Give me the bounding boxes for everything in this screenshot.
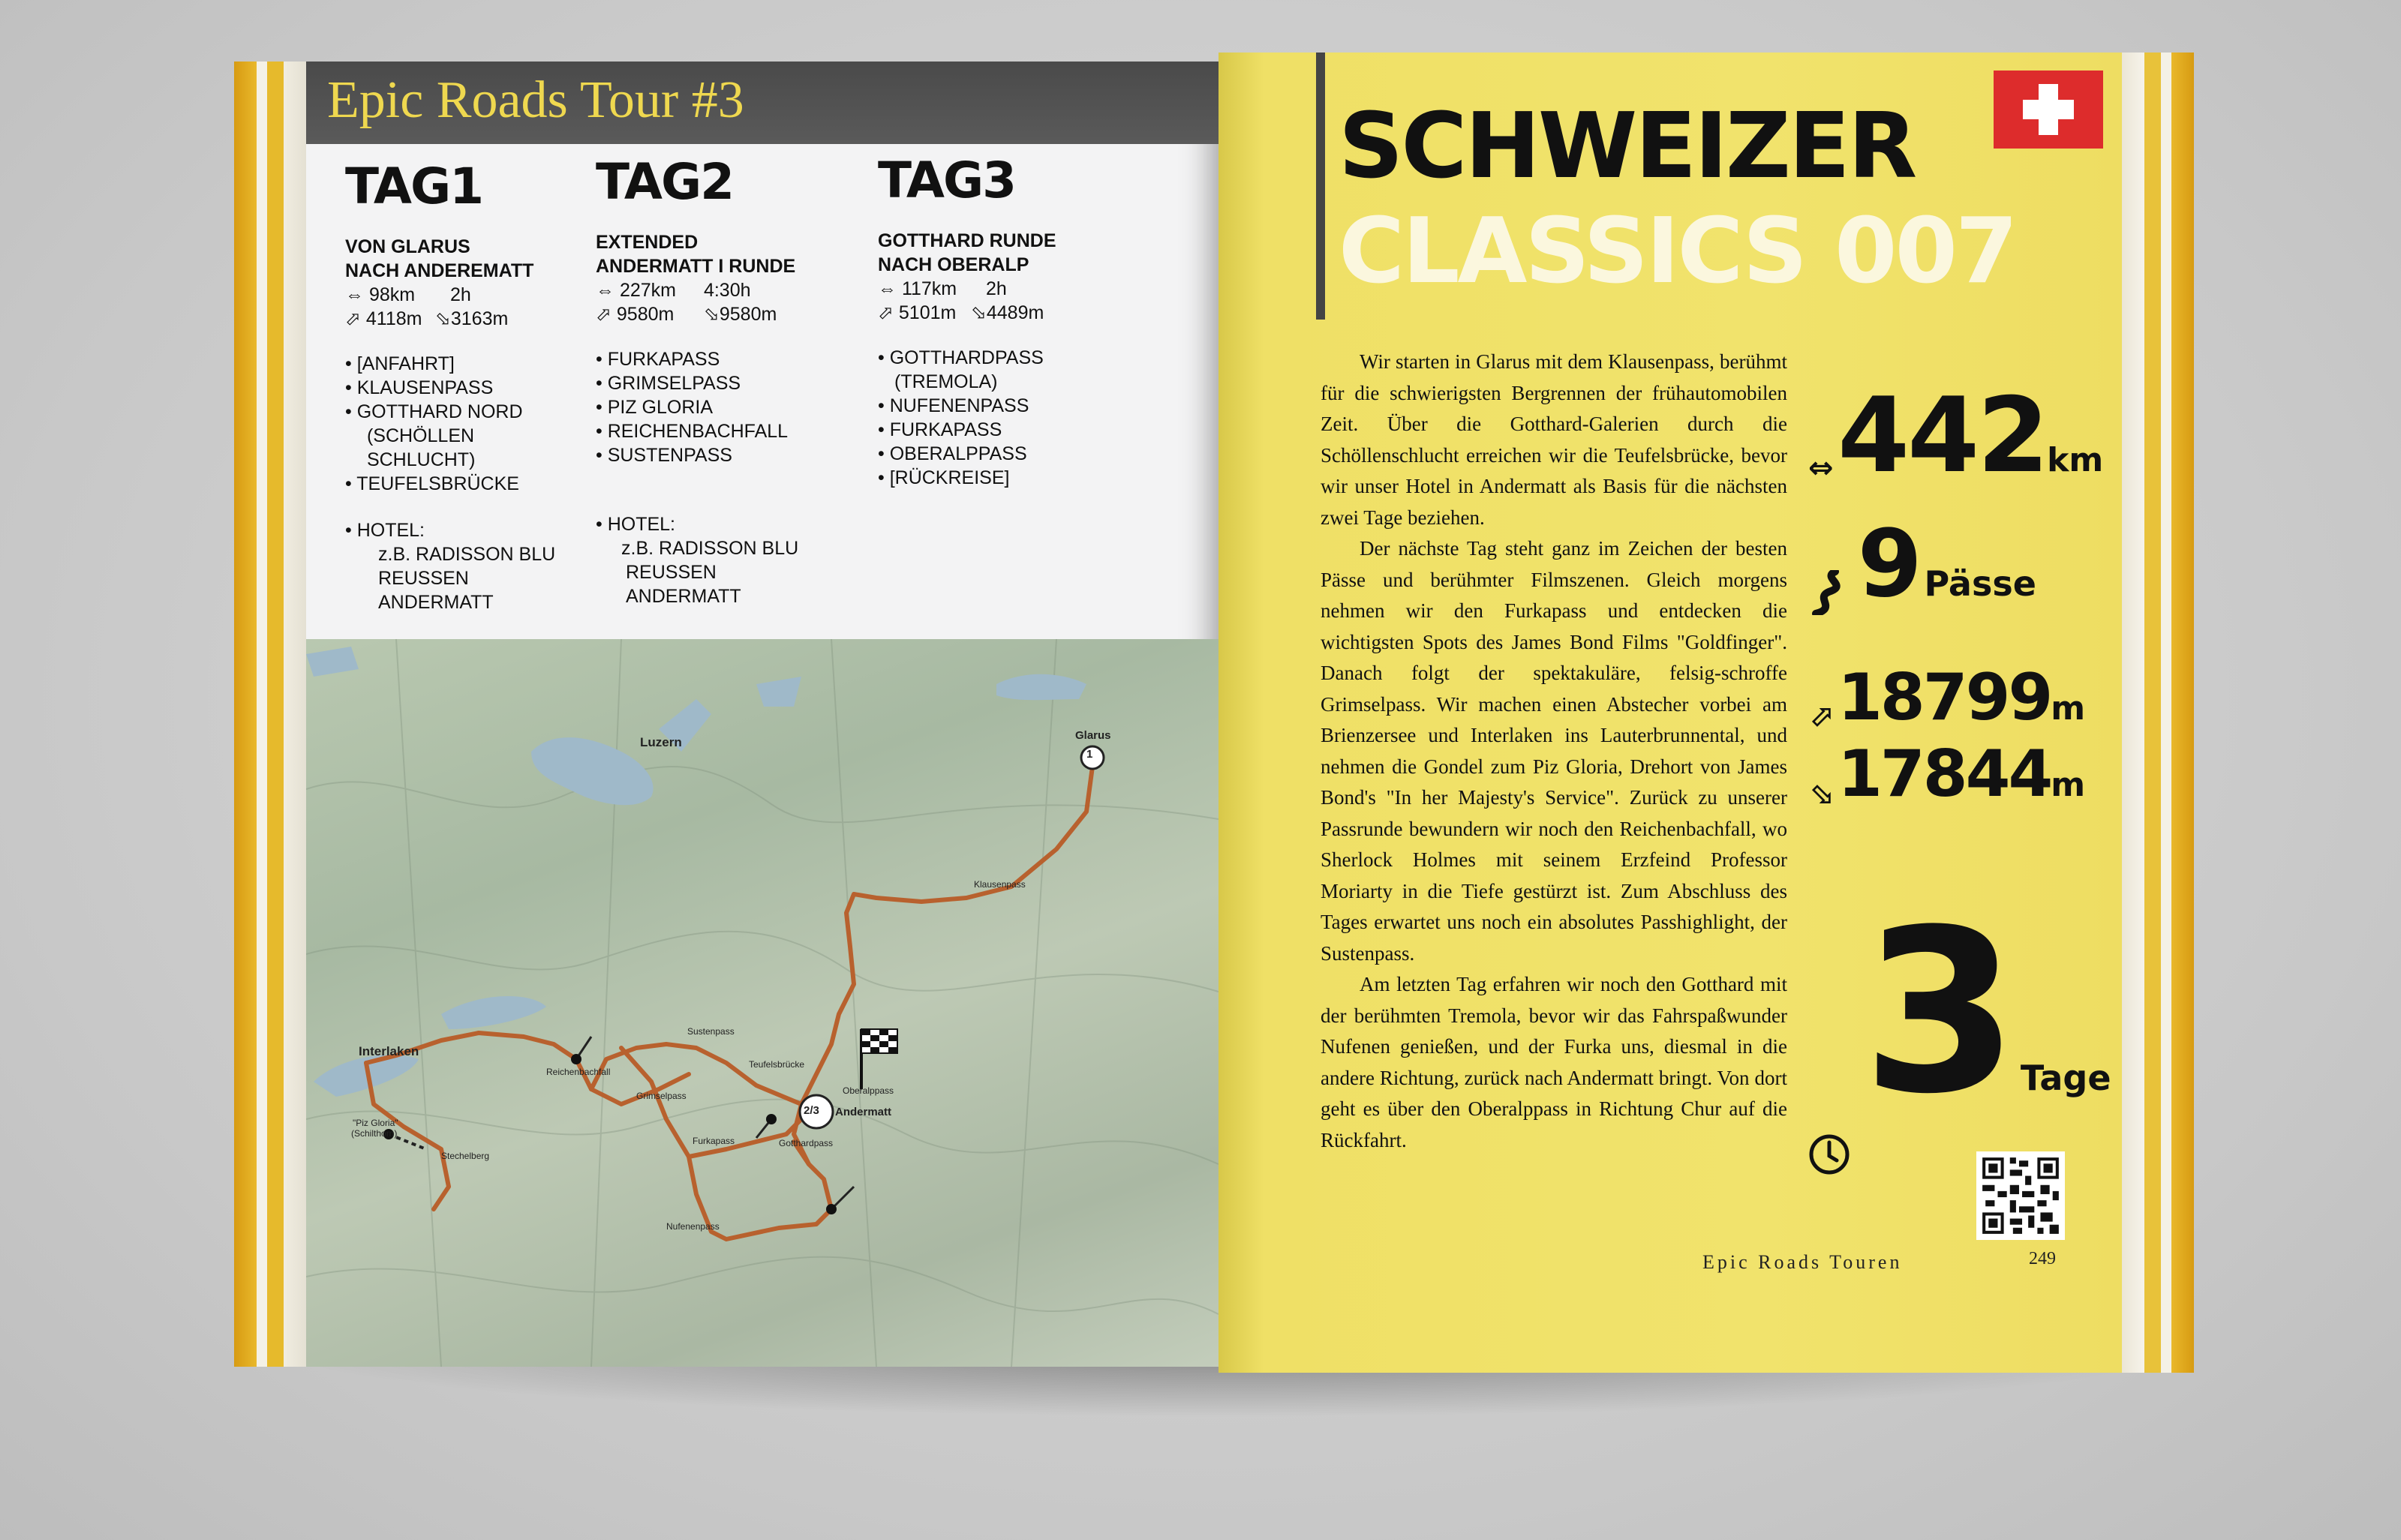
page-title-line2: CLASSICS 007 bbox=[1339, 200, 2016, 304]
list-item: • KLAUSENPASS bbox=[345, 377, 494, 398]
map-label-nufenenpass: Nufenenpass bbox=[666, 1221, 720, 1232]
hotel-info: • HOTEL: z.B. RADISSON BLU REUSSEN ANDERMATT bbox=[345, 520, 556, 613]
day-ascent: 9580m bbox=[616, 304, 675, 325]
list-item: • [ANFAHRT] bbox=[345, 353, 455, 374]
marker-1: 1 bbox=[1086, 748, 1093, 761]
descent-arrow-icon: ⬂ bbox=[970, 302, 987, 323]
page-edge bbox=[284, 62, 306, 1367]
day-distance: 98km bbox=[368, 284, 416, 305]
paragraph: Wir starten in Glarus mit dem Klausenpass, berühmt für die schwierigsten Bergrennen der frühautomobilen Zeit. Über die Gotthard-Galerien durch die Schöllenschlucht erreichen wir die Teufelsbrücke, bevor wir unser Hotel in Andermatt als Basis für die nächsten zwei Tage beziehen. bbox=[1321, 350, 1787, 529]
stat-unit: Pässe bbox=[1924, 563, 2036, 604]
ascent-arrow-icon: ⬀ bbox=[878, 302, 894, 323]
page-edge bbox=[2171, 53, 2194, 1373]
stat-unit: m bbox=[2051, 766, 2086, 804]
list-item: (TREMOLA) bbox=[894, 371, 998, 392]
page-edge bbox=[257, 62, 267, 1367]
list-item: • FURKAPASS bbox=[878, 419, 1002, 440]
day-duration: 2h bbox=[985, 278, 1007, 299]
day-stats bbox=[596, 278, 836, 326]
page-edge bbox=[2144, 53, 2161, 1373]
list-item: • FURKAPASS bbox=[596, 349, 720, 370]
map-label-gotthardpass: Gotthardpass bbox=[779, 1138, 834, 1148]
map-label-sustenpass: Sustenpass bbox=[687, 1026, 735, 1037]
stat-days bbox=[1808, 881, 2111, 1175]
hotel-info: • HOTEL: z.B. RADISSON BLU REUSSEN ANDERMATT bbox=[596, 514, 799, 607]
paragraph: Der nächste Tag steht ganz im Zeichen der besten Pässe und berühmter Filmszenen. Gleich morgens nehmen wir den Furkapass und entdecken die wichtigsten Spots des James Bond Films "Goldfinger". Danach folgt der spektakuläre, felsig-schroffe Grimselpass. Wir machen einen Abstecher vorbei am Brienzersee und Interlaken ins Lauterbrunnental, und nehmen die Gondel zum Piz Gloria, Drehort von James Bond's "In her Majesty's Service". Zurück zu unserer Passrunde bewundern wir noch den Reichenbachfall, wo Sherlock Holmes mit seinem Erzfeind Professor Moriarty in die Tiefe gestürzt ist. Zum Abschluss des Tages erwartet uns noch ein absolutes Passhighlight, der Sustenpass. bbox=[1321, 537, 1787, 965]
stat-descent bbox=[1808, 737, 2085, 812]
map-label-piz-gloria: "Piz Gloria" bbox=[353, 1118, 398, 1128]
winding-road-icon bbox=[1808, 570, 1846, 615]
stat-ascent bbox=[1808, 660, 2085, 735]
map-label-glarus: Glarus bbox=[1075, 729, 1111, 742]
day-stats bbox=[345, 283, 585, 331]
map-label-teufelsbruecke: Teufelsbrücke bbox=[749, 1059, 805, 1070]
stat-passes bbox=[1808, 510, 2036, 618]
map-label-grimselpass: Grimselpass bbox=[636, 1091, 687, 1101]
list-item: • NUFENENPASS bbox=[878, 395, 1029, 416]
subtitle-line: GOTTHARD RUNDE bbox=[878, 230, 1056, 251]
map-label-luzern: Luzern bbox=[640, 735, 682, 749]
map-label-oberalppass: Oberalppass bbox=[843, 1085, 894, 1096]
map-label-andermatt: Andermatt bbox=[835, 1106, 892, 1118]
ascent-arrow-icon: ⬀ bbox=[345, 308, 361, 329]
map-label-klausenpass: Klausenpass bbox=[974, 879, 1026, 890]
day-ascent: 4118m bbox=[365, 308, 422, 329]
banner-title: Epic Roads Tour #3 bbox=[327, 71, 744, 129]
map-label-furkapass: Furkapass bbox=[693, 1136, 735, 1146]
list-item: • TEUFELSBRÜCKE bbox=[345, 473, 519, 494]
page-edge bbox=[234, 62, 257, 1367]
list-item: • PIZ GLORIA bbox=[596, 397, 714, 418]
list-item: • GRIMSELPASS bbox=[596, 373, 741, 394]
left-sheet bbox=[306, 62, 1219, 1367]
stat-unit: km bbox=[2047, 441, 2104, 479]
day-distance: 117km bbox=[901, 278, 957, 299]
tour-banner bbox=[306, 62, 1219, 144]
day-column-2 bbox=[596, 153, 836, 608]
map-label-stechelberg: Stechelberg bbox=[441, 1151, 490, 1161]
descent-arrow-icon: ⬂ bbox=[434, 308, 451, 329]
swiss-flag-icon bbox=[1994, 71, 2103, 149]
stat-value: 9 bbox=[1857, 510, 1920, 618]
list-item: • GOTTHARD NORD bbox=[345, 401, 523, 422]
route-map bbox=[306, 639, 1219, 1367]
map-graphic bbox=[306, 639, 1219, 1367]
footer-title: Epic Roads Touren bbox=[1702, 1251, 1903, 1273]
page-edge bbox=[2122, 53, 2144, 1373]
day-title: TAG2 bbox=[596, 153, 734, 211]
day-stop-list bbox=[878, 346, 1118, 490]
list-item: • [RÜCKREISE] bbox=[878, 467, 1010, 488]
day-descent: 4489m bbox=[986, 302, 1044, 323]
stat-value: 3 bbox=[1862, 881, 2017, 1143]
day-column-3 bbox=[878, 152, 1118, 490]
right-sheet bbox=[1219, 53, 2122, 1373]
distance-arrows-icon: ⇔ bbox=[345, 284, 364, 305]
day-descent: 3163m bbox=[450, 308, 509, 329]
descent-arrow-icon: ⬂ bbox=[703, 304, 720, 325]
day-subtitle bbox=[345, 235, 585, 283]
clock-icon bbox=[1808, 1133, 1850, 1175]
paragraph: Am letzten Tag erfahren wir noch den Gotthard mit der berühmten Tremola, bevor wir das Fahrspaßwunder Nufenen genießen, und der Furka uns, diesmal in die andere Richtung, zurück nach Andermatt bringt. Von dort geht es über den Oberalppass in Richtung Chur auf die Rückfahrt. bbox=[1321, 973, 1787, 1151]
day-column-1 bbox=[345, 158, 585, 614]
map-label-reichenbachfall: Reichenbachfall bbox=[546, 1067, 611, 1077]
finish-flag-icon bbox=[861, 1029, 897, 1089]
day-title: TAG3 bbox=[878, 152, 1016, 209]
subtitle-line: NACH OBERALP bbox=[878, 254, 1029, 275]
ascent-arrow-icon: ⬀ bbox=[1808, 698, 1834, 734]
day-descent: 9580m bbox=[719, 304, 777, 325]
page-edge bbox=[2161, 53, 2171, 1373]
stat-value: 442 bbox=[1838, 375, 2048, 496]
subtitle-line: ANDERMATT I RUNDE bbox=[596, 256, 796, 277]
page-title-line1: SCHWEIZER bbox=[1339, 95, 1916, 199]
stat-distance bbox=[1808, 375, 2103, 496]
distance-arrows-icon: ⇔ bbox=[1808, 450, 1834, 485]
map-label-interlaken: Interlaken bbox=[359, 1044, 419, 1058]
qr-code-icon[interactable] bbox=[1976, 1151, 2065, 1240]
day-subtitle bbox=[596, 230, 836, 278]
distance-arrows-icon: ⇔ bbox=[596, 280, 615, 301]
day-stop-list bbox=[345, 352, 585, 496]
day-stats bbox=[878, 277, 1118, 325]
subtitle-line: EXTENDED bbox=[596, 232, 699, 253]
day-stop-list bbox=[596, 347, 836, 467]
page-number: 249 bbox=[2029, 1249, 2056, 1268]
map-label-schilthorn: (Schilthorn) bbox=[351, 1128, 398, 1139]
right-page bbox=[1219, 53, 2194, 1373]
tour-description bbox=[1321, 347, 1787, 1156]
list-item: (SCHÖLLEN bbox=[366, 425, 475, 446]
distance-arrows-icon: ⇔ bbox=[878, 278, 897, 299]
list-item: • SUSTENPASS bbox=[596, 445, 732, 466]
stat-unit: m bbox=[2051, 689, 2086, 728]
day-subtitle bbox=[878, 229, 1118, 277]
stat-value: 18799 bbox=[1838, 660, 2051, 735]
marker-2-3: 2/3 bbox=[804, 1104, 819, 1117]
subtitle-line: VON GLARUS bbox=[345, 236, 470, 257]
day-title: TAG1 bbox=[345, 158, 483, 215]
ascent-arrow-icon: ⬀ bbox=[596, 304, 612, 325]
stat-unit: Tage bbox=[2020, 1058, 2111, 1098]
day-duration: 2h bbox=[449, 284, 471, 305]
day-distance: 227km bbox=[619, 280, 676, 301]
page-edge bbox=[267, 62, 284, 1367]
list-item: • GOTTHARDPASS bbox=[878, 347, 1044, 368]
day-ascent: 5101m bbox=[898, 302, 957, 323]
left-page bbox=[234, 62, 1219, 1367]
descent-arrow-icon: ⬂ bbox=[1808, 775, 1834, 810]
subtitle-line: NACH ANDEREMATT bbox=[345, 260, 534, 281]
list-item: • OBERALPPASS bbox=[878, 443, 1027, 464]
stat-value: 17844 bbox=[1838, 737, 2051, 812]
title-accent-bar bbox=[1316, 53, 1325, 320]
list-item: SCHLUCHT) bbox=[366, 449, 476, 470]
day-duration: 4:30h bbox=[703, 280, 751, 301]
list-item: • REICHENBACHFALL bbox=[596, 421, 789, 442]
